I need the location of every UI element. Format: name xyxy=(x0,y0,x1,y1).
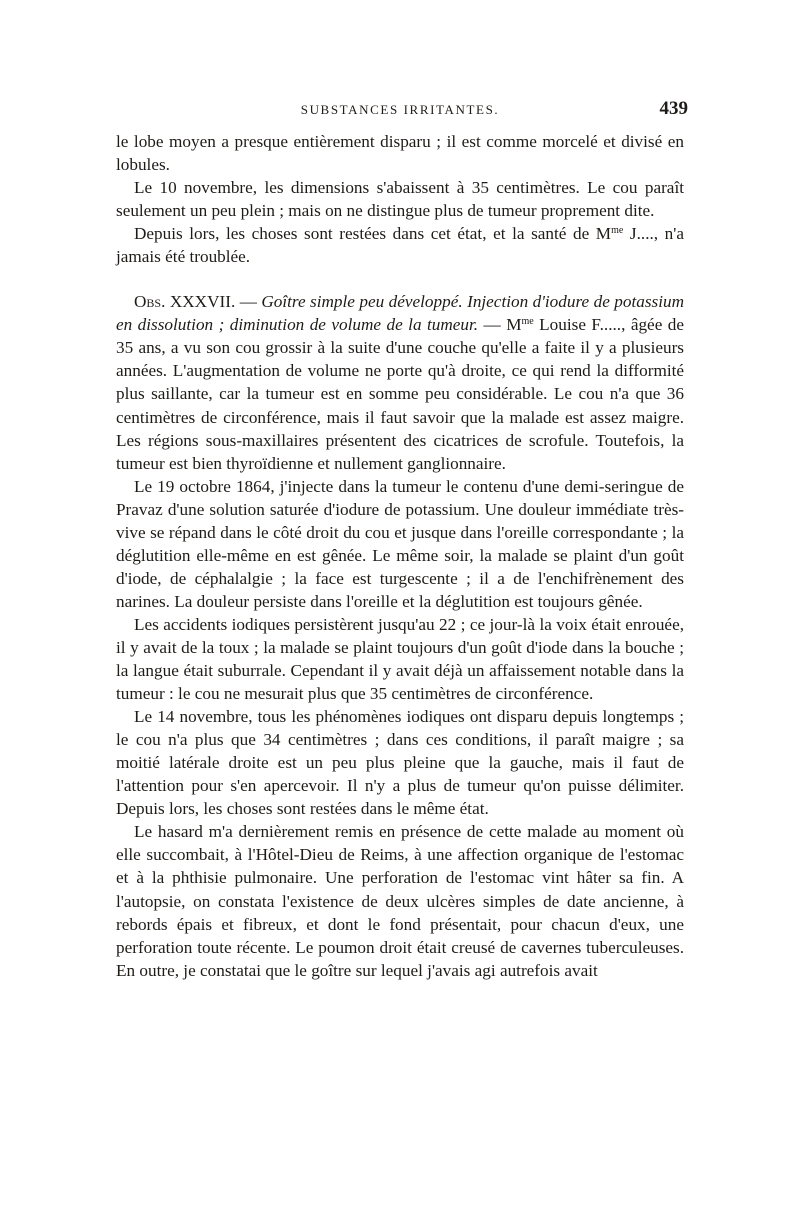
observation-label: Obs. XXXVII. xyxy=(134,292,236,312)
observation-dash-2: — xyxy=(478,315,507,335)
paragraph-continuation: le lobe moyen a presque entièrement disparu ; il est comme morcelé et divisé en lobules. xyxy=(116,132,684,175)
page-number: 439 xyxy=(659,98,688,119)
observation-dash: — xyxy=(235,292,262,312)
paragraph-november-10: Le 10 novembre, les dimensions s'abaissent à 35 centimètres. Le cou paraît seulement un peu plein ; mais on ne distingue plus de tumeur proprement dite. xyxy=(116,178,684,221)
observation-title: Goître simple peu développé. Injection d'iodure de potassium en dissolution ; diminution de volume de la tumeur. xyxy=(116,292,685,335)
body-text xyxy=(116,130,684,982)
paragraph-november-14: Le 14 novembre, tous les phénomènes iodiques ont disparu depuis longtemps ; le cou n'a plus que 34 centimètres ; dans ces conditions, il paraît maigre ; sa moitié latérale droite est un peu plus pleine que la gauche, mais il faut de l'attention pour s'en apercevoir. Il n'y a plus de tumeur qu'on puisse délimiter. Depuis lors, les choses sont restées dans le même état. xyxy=(116,707,684,819)
paragraph-october-19: Le 19 octobre 1864, j'injecte dans la tumeur le contenu d'une demi-seringue de Pravaz d'une solution saturée d'iodure de potassium. Une douleur immédiate très-vive se répand dans le côté droit du cou et jusque dans l'oreille correspondante ; la déglutition elle-même en est gênée. Le même soir, la malade se plaint d'un goût d'iode, de céphalalgie ; la face est turgescente ; il a de l'enchifrènement des narines. La douleur persiste dans l'oreille et la déglutition est toujours gênée. xyxy=(116,476,684,611)
observation-xxxvii xyxy=(116,290,684,474)
paragraph-iodine-accidents: Les accidents iodiques persistèrent jusqu'au 22 ; ce jour-là la voix était enrouée, il y avait de la toux ; la malade se plaint toujours d'un goût d'iode dans la bouche ; la langue était suburrale. Cependant il y avait déjà un affaissement notable dans la tumeur : le cou ne mesurait plus que 35 centimètres de circonférence. xyxy=(116,614,684,704)
paragraph-since-then-start: Depuis lors, les choses sont restées dans cet état, et la santé de M xyxy=(134,224,612,244)
paragraph-since-then xyxy=(116,222,684,268)
observation-title-abbreviation: me xyxy=(521,316,534,328)
book-page xyxy=(116,98,688,982)
running-title: SUBSTANCES IRRITANTES. xyxy=(300,102,500,117)
page-header xyxy=(116,98,688,122)
paragraph-since-then-end: J...., n'a jamais été troublée. xyxy=(116,224,684,267)
observation-m: M xyxy=(506,315,522,335)
paragraph-autopsy: Le hasard m'a dernièrement remis en présence de cette malade au moment où elle succombait, à l'Hôtel-Dieu de Reims, à une affection organique de l'estomac et à la phthisie pulmonaire. Une perforation de l'estomac vint hâter sa fin. A l'autopsie, on constata l'existence de deux ulcères simples de date ancienne, à rebords épais et fibreux, et dont le fond présentait, pour chacun d'eux, une perforation toute récente. Le poumon droit était creusé de cavernes tuberculeuses. En outre, je constatai que le goître sur lequel j'avais agi autrefois avait xyxy=(116,822,684,980)
observation-body: Louise F....., âgée de 35 ans, a vu son cou grossir à la suite d'une couche qu'elle a faite il y a plusieurs années. L'augmentation de volume ne porte qu'à droite, ce qui rend la difformité plus saillante, car la tumeur est en somme peu considérable. Le cou n'a que 36 centimètres de circonférence, mais il faut savoir que la malade est assez maigre. Les régions sous-maxillaires présentent des cicatrices de scrofule. Toutefois, la tumeur est bien thyroïdienne et nullement ganglionnaire. xyxy=(116,315,685,473)
title-abbreviation: me xyxy=(611,225,624,237)
